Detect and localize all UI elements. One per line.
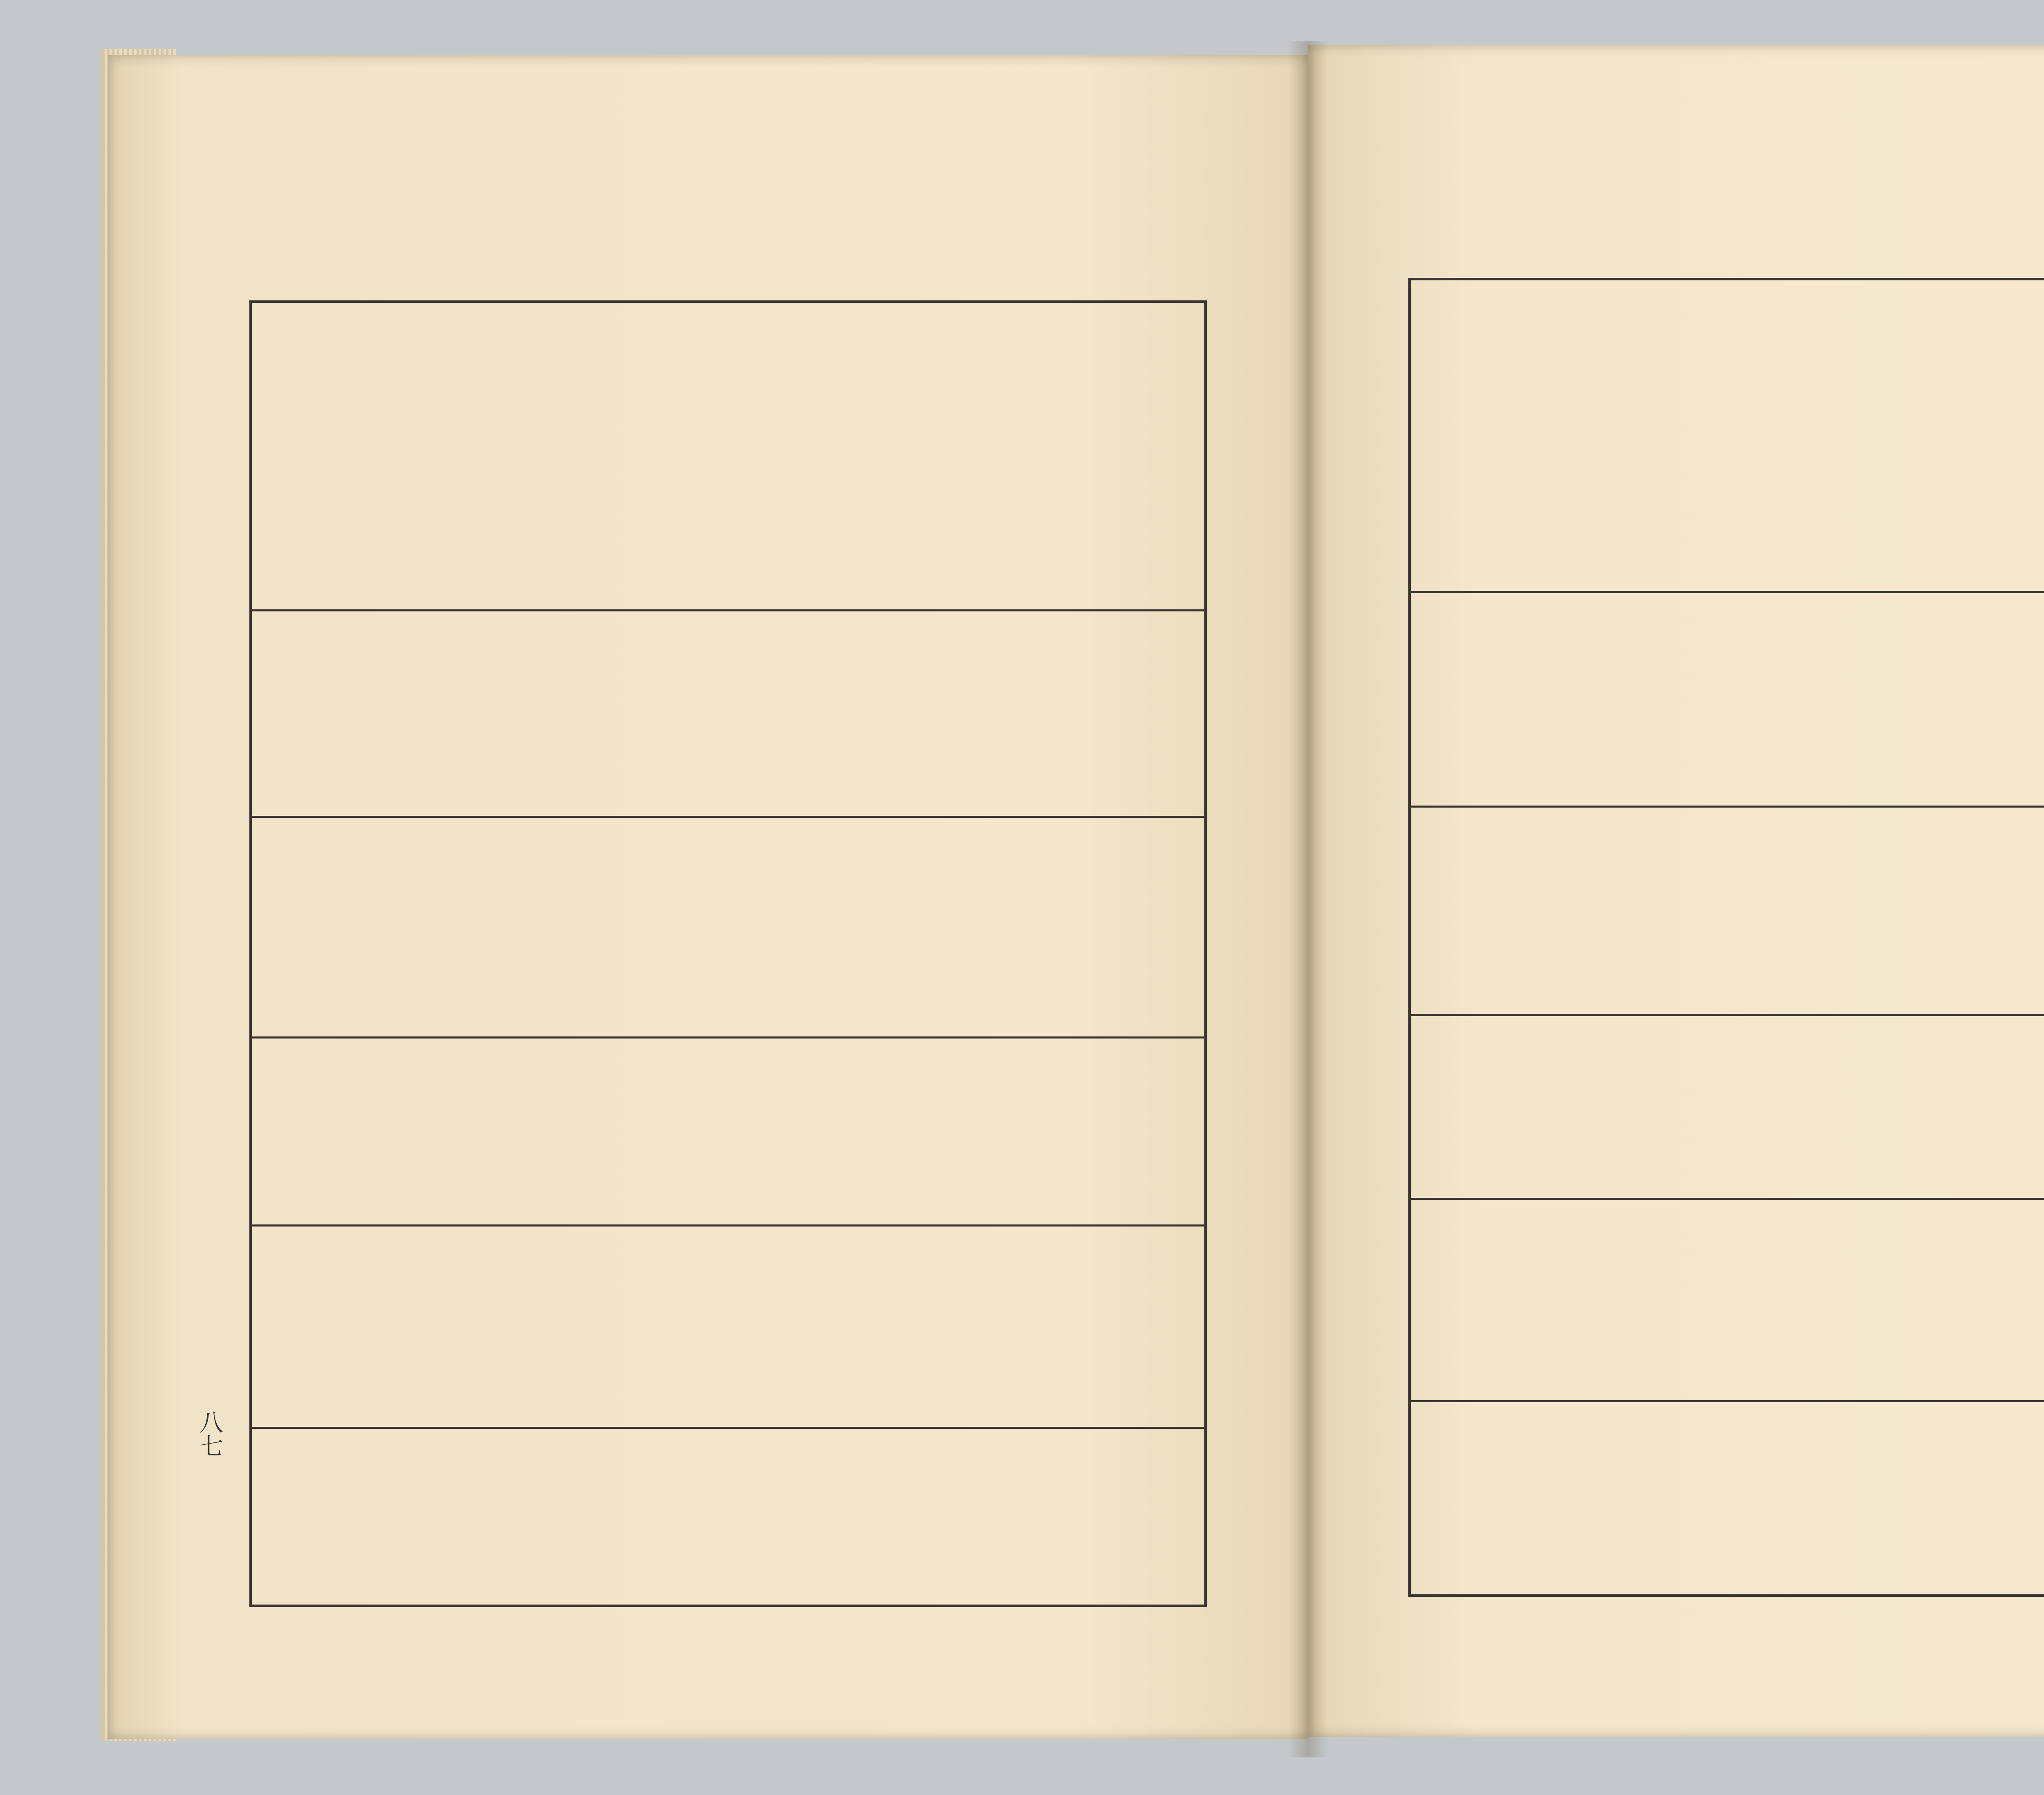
right-row-divider [1411,1400,2044,1402]
right-row-divider [1411,1014,2044,1016]
right-row-divider [1411,1198,2044,1200]
right-row-divider [1411,591,2044,593]
right-row-divider [1411,806,2044,808]
left-row-divider [252,1224,1204,1227]
left-row-divider [252,1427,1204,1429]
left-row-divider [252,1036,1204,1039]
left-row-divider [252,816,1204,818]
left-budget-table [249,300,1207,1607]
left-row-divider [252,609,1204,611]
book-gutter [1288,41,1329,1757]
right-budget-table [1408,278,2044,1597]
left-page-number: 八七 [195,1410,223,1457]
